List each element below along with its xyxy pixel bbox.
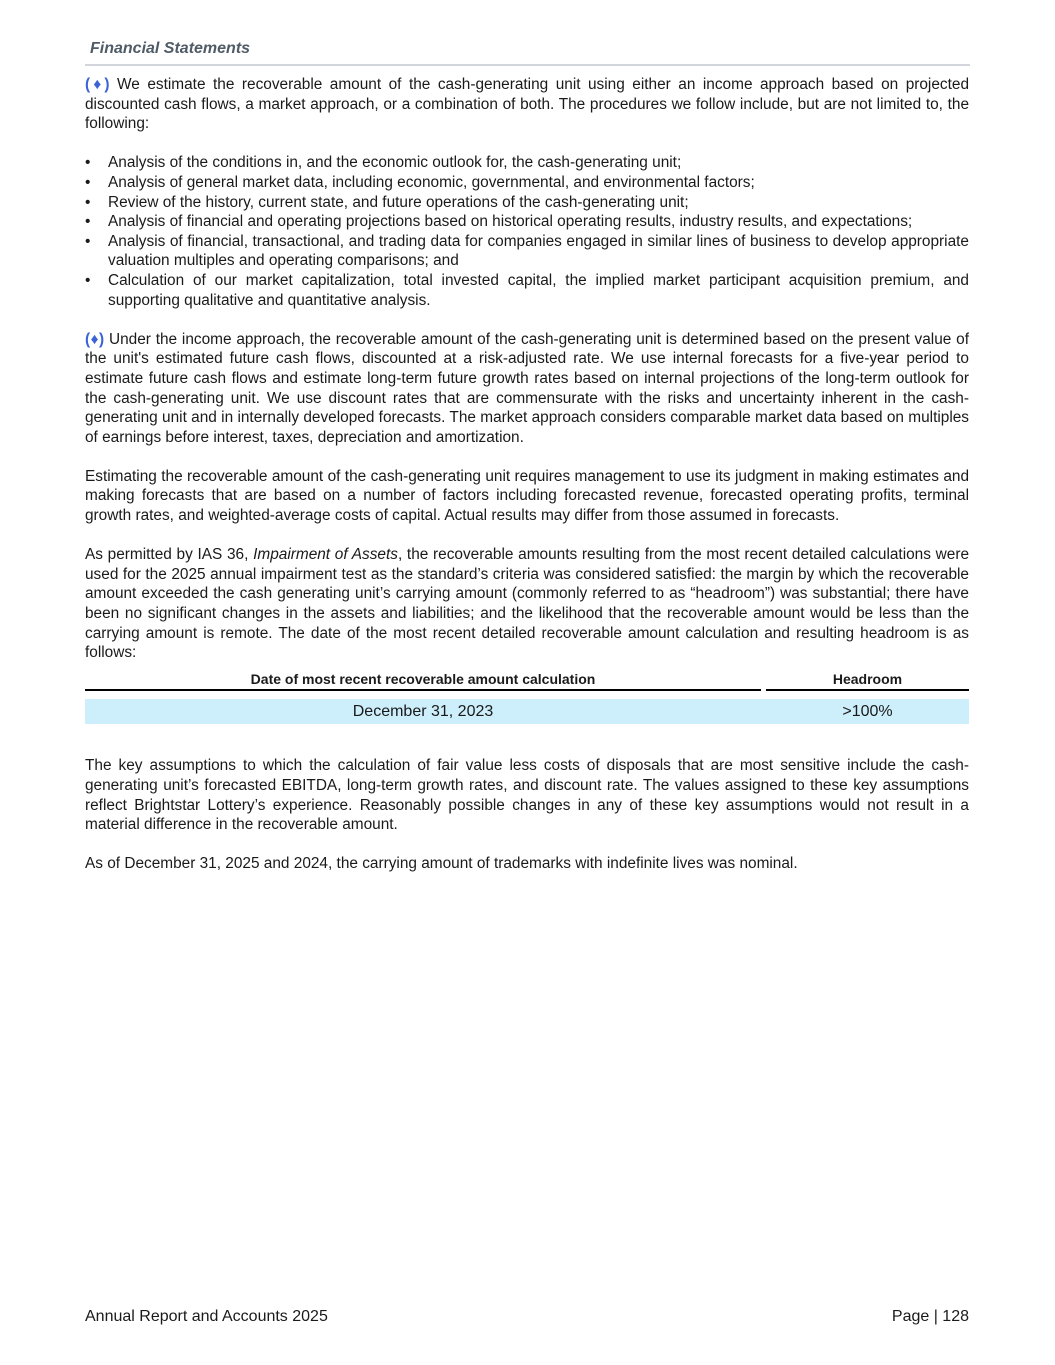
list-item-text: Analysis of the conditions in, and the economic outlook for, the cash-generating unit; (108, 154, 682, 172)
diamond-marker-icon: (♦) (85, 330, 105, 348)
page-header (85, 38, 970, 66)
paragraph-text: , the recoverable amounts resulting from the most recent detailed calculations were used for the 2025 annual impairment test as the standard’s criteria was considered satisfied: the margin by which the recoverable amount exceeded the cash generating unit’s carrying amount (commonly referred to as “headroom”) was substantial; there have been no significant changes in the assets and liabilities; and the likelihood that the recoverable amount would be less than the carrying amount is remote. The date of the most recent detailed recoverable amount calculation and resulting headroom is as follows: (85, 546, 969, 662)
table-header-row (85, 670, 969, 691)
paragraph-estimate-approach (85, 75, 969, 134)
section-title: Financial Statements (90, 40, 251, 57)
paragraph-ias36 (85, 545, 969, 663)
cell-headroom: >100% (842, 703, 893, 721)
column-header-headroom: Headroom (766, 670, 969, 691)
headroom-table (85, 670, 969, 724)
list-item (85, 153, 969, 173)
paragraph-trademarks: As of December 31, 2025 and 2024, the carrying amount of trademarks with indefinite lives was nominal. (85, 855, 798, 873)
list-item-text: Calculation of our market capitalization, total invested capital, the implied market participant acquisition premium, and supporting qualitative and quantitative analysis. (108, 271, 969, 309)
paragraph-income-approach (85, 330, 969, 448)
list-item (85, 232, 969, 271)
list-item-text: Analysis of general market data, including economic, governmental, and environmental factors; (108, 173, 755, 191)
bullet-icon: • (85, 213, 91, 231)
footer-report-title: Annual Report and Accounts 2025 (85, 1308, 328, 1325)
bullet-icon: • (85, 154, 91, 172)
list-item (85, 271, 969, 310)
cell-date: December 31, 2023 (352, 703, 494, 721)
standard-title: Impairment of Assets (253, 546, 398, 564)
table-row (85, 699, 969, 724)
bullet-icon: • (85, 271, 91, 289)
list-item (85, 193, 969, 213)
list-item-text: Analysis of financial and operating projections based on historical operating results, industry results, and expectations; (108, 213, 913, 231)
paragraph-key-assumptions: The key assumptions to which the calculation of fair value less costs of disposals that are most sensitive include the cash-generating unit’s forecasted EBITDA, long-term growth rates, and discount rate. The values assigned to these key assumptions reflect Brightstar Lottery’s experience. Reasonably possible changes in any of these key assumptions would not result in a material difference in the recoverable amount. (85, 757, 969, 834)
document-body (85, 75, 969, 894)
footer-page-number: Page | 128 (891, 1308, 969, 1325)
paragraph-text: Under the income approach, the recoverable amount of the cash-generating unit is determined based on the present value of the unit's estimated future cash flows, discounted at a risk-adjusted rate. We use internal forecasts for a five-year period to estimate future cash flows and estimate long-term future growth rates based on internal projections of the long-term outlook for the cash-generating unit. We use discount rates that are commensurate with the risks and uncertainty inherent in the cash-generating unit and in internally developed forecasts. The market approach considers comparable market data based on multiples of earnings before interest, taxes, depreciation and amortization. (85, 330, 969, 446)
column-header-date: Date of most recent recoverable amount calculation (85, 670, 761, 691)
page-footer (85, 1308, 969, 1326)
paragraph-text: We estimate the recoverable amount of the cash-generating unit using either an income approach based on projected discounted cash flows, a market approach, or a combination of both. The procedures we follow include, but are not limited to, the following: (85, 76, 970, 133)
procedures-list (85, 153, 969, 310)
bullet-icon: • (85, 232, 91, 250)
paragraph-text: As permitted by IAS 36, (85, 546, 254, 564)
bullet-icon: • (85, 173, 91, 191)
bullet-icon: • (85, 193, 91, 211)
list-item-text: Review of the history, current state, and future operations of the cash-generating unit; (108, 193, 689, 211)
paragraph-judgment: Estimating the recoverable amount of the cash-generating unit requires management to use its judgment in making estimates and making forecasts that are based on a number of factors including forecasted revenue, forecasted operating profits, terminal growth rates, and weighted-average costs of capital. Actual results may differ from those assumed in forecasts. (85, 467, 969, 525)
list-item (85, 212, 969, 232)
list-item-text: Analysis of financial, transactional, and trading data for companies engaged in similar lines of business to develop appropriate valuation multiples and operating comparisons; and (108, 232, 969, 270)
diamond-marker-icon: (♦) (85, 76, 110, 93)
list-item (85, 173, 969, 193)
